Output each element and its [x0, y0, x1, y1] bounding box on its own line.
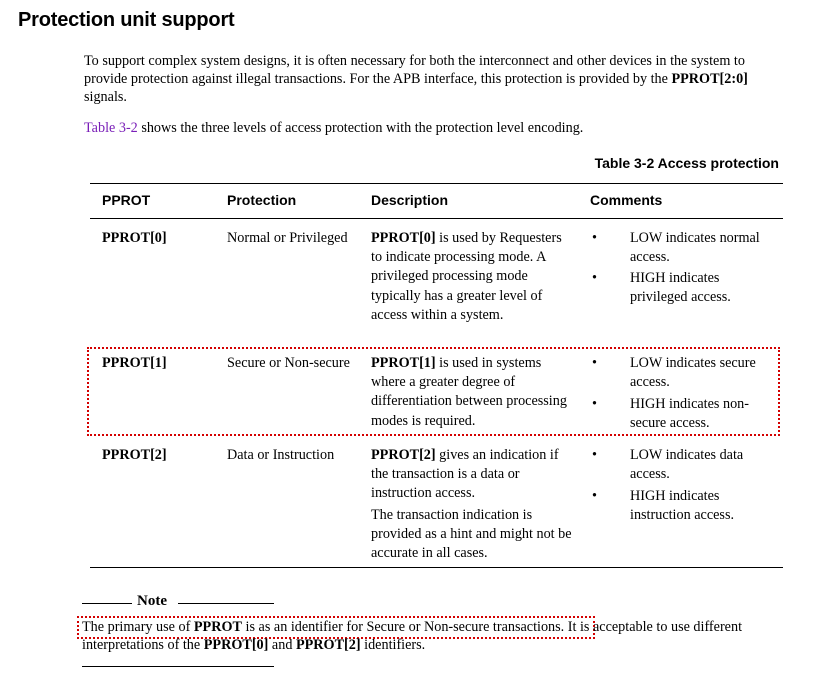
- note-rule-right: [178, 603, 274, 604]
- row2-desc-text: gives an indication if the transaction is a data or instruction access.: [371, 447, 559, 502]
- note-b3: PPROT[2]: [295, 636, 361, 653]
- table-reference-paragraph: [84, 119, 789, 137]
- intro-text: To support complex system designs, it is often necessary for both the interconnect and other devices in the system to provide protection against illegal transactions. For the APB interface, this protection is provided by the: [84, 53, 745, 87]
- header-comments: Comments: [590, 192, 663, 208]
- row0-bullet-2: •: [592, 270, 597, 286]
- row2-protection: Data or Instruction: [227, 447, 335, 463]
- row1-bullet-2: •: [592, 396, 597, 412]
- row0-bullet-1: •: [592, 230, 597, 246]
- row0-desc-bold: PPROT[0]: [371, 230, 436, 246]
- row0-desc-text: is used by Requesters to indicate processing mode. A privileged processing mode typically has a greater level of access within a system.: [371, 230, 562, 323]
- note-b2: PPROT[0]: [203, 636, 269, 653]
- table-bottom-rule: [90, 567, 783, 568]
- header-description: Description: [371, 192, 449, 208]
- table-ref-text: shows the three levels of access protection with the protection level encoding.: [137, 120, 584, 136]
- row1-description: [371, 354, 576, 431]
- intro-signal: PPROT[2:0]: [671, 71, 748, 87]
- note-rule-bottom: [82, 666, 274, 667]
- row0-description: [371, 229, 576, 325]
- note-text: [82, 619, 792, 654]
- row1-pprot: PPROT[1]: [102, 355, 167, 371]
- note-t2: is as an identifier for Secure or Non-secure transactions. It is acceptable to use different interpretations of the: [82, 619, 743, 653]
- row0-pprot: PPROT[0]: [102, 230, 167, 246]
- row2-comment-1: LOW indicates data access.: [630, 447, 744, 483]
- intro-tail: signals.: [84, 89, 127, 105]
- note-t1: The primary use of: [82, 619, 194, 635]
- note-t4: identifiers.: [360, 636, 426, 653]
- note-label: Note: [137, 593, 167, 609]
- row2-pprot: PPROT[2]: [102, 447, 167, 463]
- table-top-rule: [90, 183, 783, 184]
- section-heading: Protection unit support: [18, 9, 235, 31]
- note-b1: PPROT: [193, 619, 242, 635]
- row2-description-extra: The transaction indication is provided as a hint and might not be accurate in all cases.: [371, 507, 572, 562]
- row1-bullet-1: •: [592, 355, 597, 371]
- table-header-rule: [90, 218, 783, 219]
- row2-comment-2: HIGH indicates instruction access.: [630, 488, 735, 524]
- row1-comment-2: HIGH indicates non-secure access.: [630, 396, 749, 432]
- row0-comment-1: LOW indicates normal access.: [630, 230, 760, 266]
- row1-comment-1: LOW indicates secure access.: [630, 355, 756, 391]
- row2-description: [371, 446, 576, 504]
- intro-paragraph: [84, 52, 789, 106]
- row1-desc-text: is used in systems where a greater degree of differentiation between processing modes is required.: [371, 355, 567, 429]
- row1-protection: Secure or Non-secure: [227, 355, 350, 371]
- header-pprot: PPROT: [102, 192, 151, 208]
- row2-bullet-1: •: [592, 447, 597, 463]
- row2-desc-bold: PPROT[2]: [371, 447, 436, 463]
- row0-protection: Normal or Privileged: [227, 230, 348, 246]
- row2-bullet-2: •: [592, 488, 597, 504]
- header-protection: Protection: [227, 192, 297, 208]
- row1-desc-bold: PPROT[1]: [371, 355, 436, 371]
- table-link[interactable]: Table 3-2: [84, 120, 138, 136]
- table-caption: Table 3-2 Access protection: [594, 155, 779, 171]
- note-rule-left: [82, 603, 132, 604]
- note-t3: and: [268, 636, 296, 653]
- row0-comment-2: HIGH indicates privileged access.: [630, 270, 731, 306]
